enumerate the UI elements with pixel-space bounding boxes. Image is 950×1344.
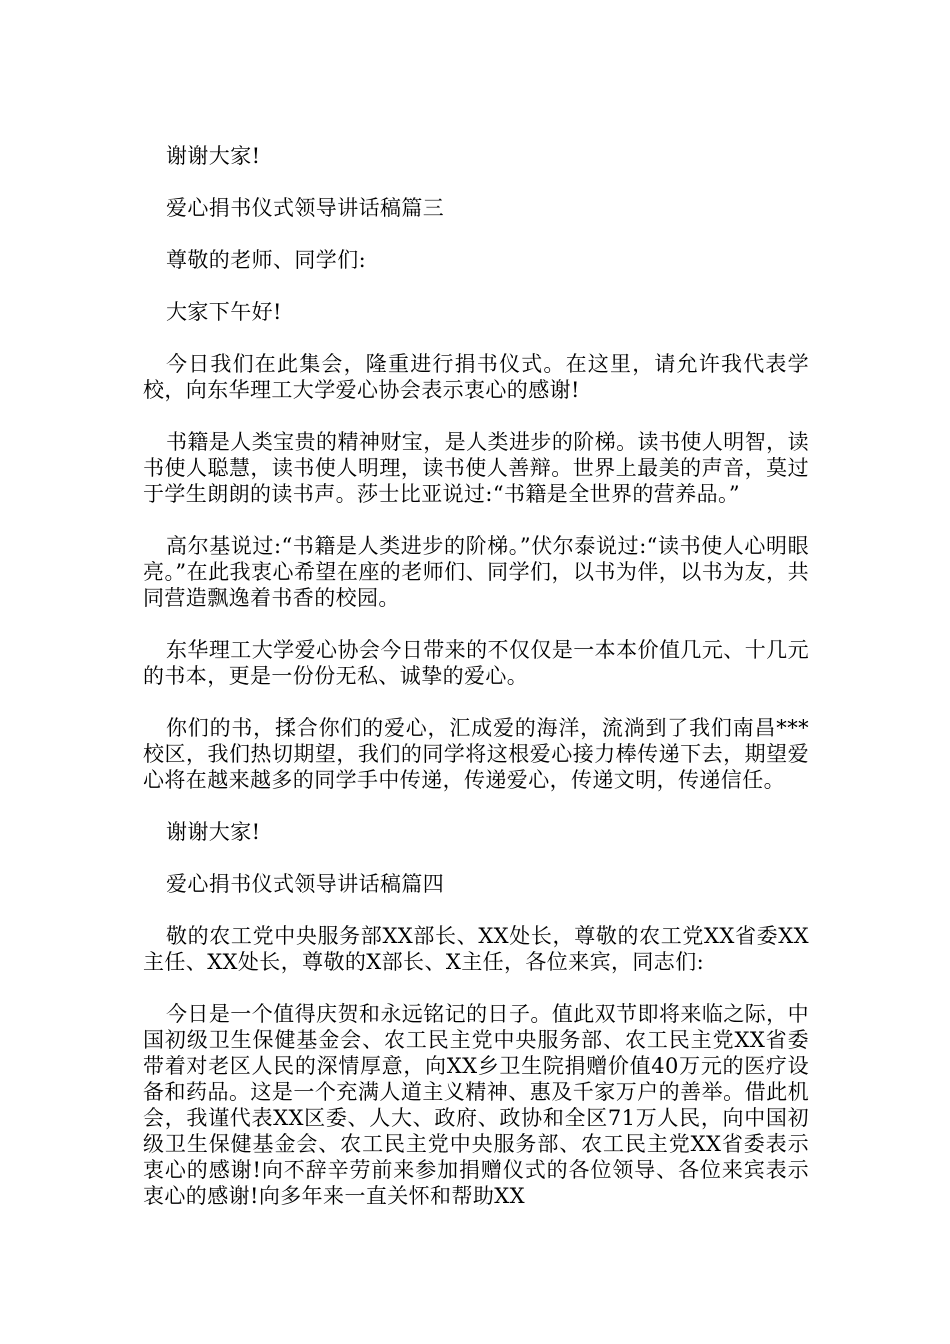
body-paragraph: 今日我们在此集会，隆重进行捐书仪式。在这里，请允许我代表学校，向东华理工大学爱心协会表示衷心的感谢!: [143, 352, 809, 402]
body-paragraph: 你们的书，揉合你们的爱心，汇成爱的海洋，流淌到了我们南昌***校区，我们热切期望，我们的同学将这根爱心接力棒传递下去，期望爱心将在越来越多的同学手中传递，传递爱心，传递文明，传递信任。: [143, 716, 809, 792]
body-paragraph: 东华理工大学爱心协会今日带来的不仅仅是一本本价值几元、十几元的书本，更是一份份无私、诚挚的爱心。: [143, 638, 809, 688]
salutation: 敬的农工党中央服务部XX部长、XX处长，尊敬的农工党XX省委XX主任、XX处长，尊敬的X部长、X主任，各位来宾，同志们:: [143, 924, 809, 974]
body-paragraph: 今日是一个值得庆贺和永远铭记的日子。值此双节即将来临之际，中国初级卫生保健基金会、农工民主党中央服务部、农工民主党XX省委带着对老区人民的深情厚意，向XX乡卫生院捐赠价值40万元的医疗设备和药品。这是一个充满人道主义精神、惠及千家万户的善举。借此机会，我谨代表XX区委、人大、政府、政协和全区71万人民，向中国初级卫生保健基金会、农工民主党中央服务部、农工民主党XX省委表示衷心的感谢!向不辞辛劳前来参加捐赠仪式的各位领导、各位来宾表示衷心的感谢!向多年来一直关怀和帮助XX: [143, 1002, 809, 1208]
section-heading: 爱心捐书仪式领导讲话稿篇四: [166, 872, 445, 896]
closing-thanks: 谢谢大家!: [166, 144, 261, 168]
body-paragraph: 书籍是人类宝贵的精神财宝，是人类进步的阶梯。读书使人明智，读书使人聪慧，读书使人明理，读书使人善辩。世界上最美的声音，莫过于学生朗朗的读书声。莎士比亚说过:“书籍是全世界的营养品。”: [143, 430, 809, 506]
document-body: [143, 143, 809, 1235]
body-paragraph: 高尔基说过:“书籍是人类进步的阶梯。”伏尔泰说过:“读书使人心明眼亮。”在此我衷心希望在座的老师们、同学们，以书为伴，以书为友，共同营造飘逸着书香的校园。: [143, 534, 809, 610]
section-heading: 爱心捐书仪式领导讲话稿篇三: [166, 196, 445, 220]
closing-thanks: 谢谢大家!: [166, 820, 261, 844]
greeting: 大家下午好!: [166, 300, 282, 324]
salutation: 尊敬的老师、同学们:: [166, 248, 367, 272]
